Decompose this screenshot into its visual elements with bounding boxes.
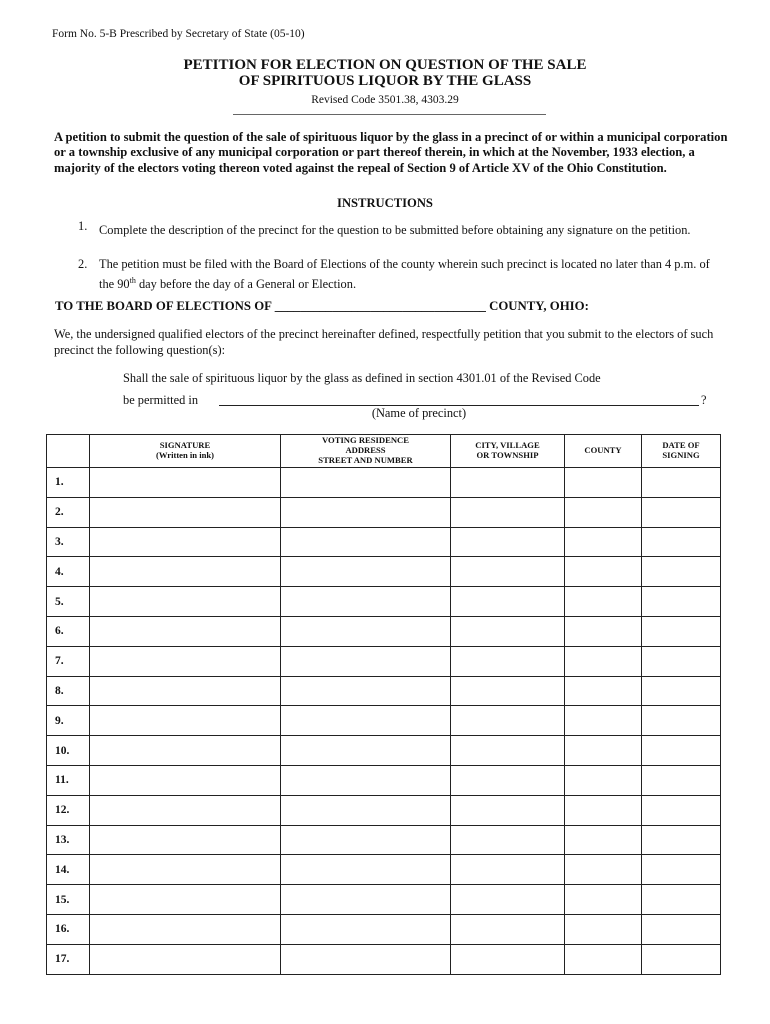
- row-number: 17.: [47, 944, 90, 974]
- date-cell[interactable]: [642, 706, 721, 736]
- table-row: [47, 497, 721, 527]
- instruction-text-main: Complete the description of the precinct for the question to be submitted before obtaining any signature on the petition.: [99, 223, 691, 238]
- signature-cell[interactable]: [90, 706, 281, 736]
- date-cell[interactable]: [642, 587, 721, 617]
- column-header-date: [642, 435, 721, 468]
- page-title-line2: OF SPIRITUOUS LIQUOR BY THE GLASS: [238, 73, 532, 89]
- date-cell[interactable]: [642, 795, 721, 825]
- instruction-text-rest: day before the day of a General or Election.: [135, 276, 357, 291]
- signature-cell[interactable]: [90, 795, 281, 825]
- city-cell[interactable]: [451, 557, 565, 587]
- row-number: 5.: [47, 587, 90, 617]
- row-number: 6.: [47, 616, 90, 646]
- signature-table-body: [47, 468, 721, 975]
- table-row: [47, 468, 721, 498]
- county-cell[interactable]: [565, 885, 642, 915]
- city-cell[interactable]: [451, 914, 565, 944]
- county-cell[interactable]: [565, 795, 642, 825]
- city-cell[interactable]: [451, 616, 565, 646]
- signature-cell[interactable]: [90, 914, 281, 944]
- address-cell[interactable]: [281, 497, 451, 527]
- date-cell[interactable]: [642, 914, 721, 944]
- header-line: STREET AND NUMBER: [318, 454, 413, 465]
- table-header-row: [47, 435, 721, 468]
- city-cell[interactable]: [451, 944, 565, 974]
- address-cell[interactable]: [281, 795, 451, 825]
- column-header-city: [451, 435, 565, 468]
- header-line: ADDRESS: [345, 445, 386, 456]
- header-line: VOTING RESIDENCE: [322, 435, 409, 446]
- city-cell[interactable]: [451, 765, 565, 795]
- board-address-line: TO THE BOARD OF ELECTIONS OF _________________________________ COUNTY, OHIO:: [55, 299, 589, 313]
- address-cell[interactable]: [281, 587, 451, 617]
- county-cell[interactable]: [565, 676, 642, 706]
- signature-cell[interactable]: [90, 616, 281, 646]
- instruction-text-main: The petition must be filed with the Board of Elections of the county wherein such precinct is located no later than 4 p.m. of the 90: [99, 257, 710, 291]
- address-cell[interactable]: [281, 855, 451, 885]
- signature-cell[interactable]: [90, 557, 281, 587]
- address-cell[interactable]: [281, 646, 451, 676]
- date-cell[interactable]: [642, 736, 721, 766]
- signature-cell[interactable]: [90, 855, 281, 885]
- county-cell[interactable]: [565, 616, 642, 646]
- address-cell[interactable]: [281, 944, 451, 974]
- address-cell[interactable]: [281, 914, 451, 944]
- row-number: 9.: [47, 706, 90, 736]
- address-cell[interactable]: [281, 825, 451, 855]
- row-number: 2.: [47, 497, 90, 527]
- date-cell[interactable]: [642, 468, 721, 498]
- table-row: [47, 527, 721, 557]
- county-cell[interactable]: [565, 914, 642, 944]
- address-cell[interactable]: [281, 616, 451, 646]
- date-cell[interactable]: [642, 527, 721, 557]
- header-line: SIGNING: [662, 450, 700, 460]
- table-row: [47, 736, 721, 766]
- city-cell[interactable]: [451, 855, 565, 885]
- row-number: 11.: [47, 765, 90, 795]
- date-cell[interactable]: [642, 765, 721, 795]
- date-cell[interactable]: [642, 855, 721, 885]
- county-cell[interactable]: [565, 736, 642, 766]
- date-cell[interactable]: [642, 646, 721, 676]
- signature-cell[interactable]: [90, 527, 281, 557]
- form-number: Form No. 5-B Prescribed by Secretary of State (05-10): [52, 28, 305, 40]
- table-row: [47, 646, 721, 676]
- header-line: DATE OF: [662, 440, 700, 451]
- precinct-name-label: (Name of precinct): [371, 406, 467, 420]
- city-cell[interactable]: [451, 825, 565, 855]
- row-number: 16.: [47, 914, 90, 944]
- city-cell[interactable]: [451, 885, 565, 915]
- row-number: 4.: [47, 557, 90, 587]
- county-cell[interactable]: [565, 765, 642, 795]
- county-cell[interactable]: [565, 825, 642, 855]
- county-cell[interactable]: [565, 855, 642, 885]
- header-line: CITY, VILLAGE: [475, 440, 540, 451]
- question-line-2: be permitted in: [123, 393, 199, 407]
- signature-cell[interactable]: [90, 497, 281, 527]
- city-cell[interactable]: [451, 527, 565, 557]
- table-row: [47, 587, 721, 617]
- row-number: 7.: [47, 646, 90, 676]
- header-line: OR TOWNSHIP: [476, 450, 539, 460]
- column-header-county: [565, 435, 642, 468]
- table-row: [47, 765, 721, 795]
- header-line: (Written in ink): [155, 450, 215, 460]
- address-cell[interactable]: [281, 885, 451, 915]
- date-cell[interactable]: [642, 557, 721, 587]
- table-row: [47, 914, 721, 944]
- row-number: 15.: [47, 885, 90, 915]
- city-cell[interactable]: [451, 736, 565, 766]
- signature-cell[interactable]: [90, 676, 281, 706]
- date-cell[interactable]: [642, 497, 721, 527]
- signature-cell[interactable]: [90, 587, 281, 617]
- page-title-line1: PETITION FOR ELECTION ON QUESTION OF THE SALE: [183, 57, 587, 73]
- row-number: 10.: [47, 736, 90, 766]
- county-cell[interactable]: [565, 527, 642, 557]
- instruction-text: [99, 257, 724, 292]
- address-cell[interactable]: [281, 765, 451, 795]
- question-mark: ?: [701, 393, 707, 407]
- instructions-heading: INSTRUCTIONS: [337, 196, 433, 210]
- header-line: COUNTY: [584, 445, 622, 456]
- table-row: [47, 795, 721, 825]
- date-cell[interactable]: [642, 825, 721, 855]
- column-header-address: [281, 435, 451, 468]
- signature-cell[interactable]: [90, 825, 281, 855]
- intro-paragraph: A petition to submit the question of the sale of spirituous liquor by the glass in a precinct of or within a municipal corporation or a township exclusive of any municipal corporation or part thereof therein, in which at the November, 1933 election, a majority of the electors voting thereon voted against the repeal of Section 9 of Article XV of the Ohio Constitution.: [54, 130, 728, 175]
- row-number: 3.: [47, 527, 90, 557]
- county-cell[interactable]: [565, 706, 642, 736]
- signature-cell[interactable]: [90, 765, 281, 795]
- county-cell[interactable]: [565, 587, 642, 617]
- row-number: 12.: [47, 795, 90, 825]
- table-row: [47, 706, 721, 736]
- title-divider: [233, 114, 546, 115]
- row-number: 13.: [47, 825, 90, 855]
- row-number: 1.: [47, 468, 90, 498]
- city-cell[interactable]: [451, 676, 565, 706]
- city-cell[interactable]: [451, 646, 565, 676]
- address-cell[interactable]: [281, 706, 451, 736]
- date-cell[interactable]: [642, 885, 721, 915]
- table-row: [47, 557, 721, 587]
- column-header-number: [47, 435, 90, 468]
- county-cell[interactable]: [565, 646, 642, 676]
- instruction-superscript: th: [129, 275, 136, 285]
- city-cell[interactable]: [451, 587, 565, 617]
- table-row: [47, 885, 721, 915]
- signature-table: [46, 434, 721, 975]
- instruction-number: 2.: [78, 257, 88, 271]
- signature-cell[interactable]: [90, 885, 281, 915]
- instruction-text: [99, 219, 724, 239]
- address-cell[interactable]: [281, 676, 451, 706]
- address-cell[interactable]: [281, 557, 451, 587]
- city-cell[interactable]: [451, 706, 565, 736]
- instruction-number: 1.: [78, 219, 88, 233]
- column-header-signature: [90, 435, 281, 468]
- city-cell[interactable]: [451, 795, 565, 825]
- row-number: 8.: [47, 676, 90, 706]
- county-cell[interactable]: [565, 497, 642, 527]
- table-row: [47, 676, 721, 706]
- county-cell[interactable]: [565, 944, 642, 974]
- county-cell[interactable]: [565, 468, 642, 498]
- date-cell[interactable]: [642, 676, 721, 706]
- signature-cell[interactable]: [90, 468, 281, 498]
- revised-code: Revised Code 3501.38, 4303.29: [311, 94, 459, 106]
- city-cell[interactable]: [451, 497, 565, 527]
- table-row: [47, 944, 721, 974]
- header-line: SIGNATURE: [159, 440, 211, 451]
- address-cell[interactable]: [281, 468, 451, 498]
- city-cell[interactable]: [451, 468, 565, 498]
- table-row: [47, 825, 721, 855]
- row-number: 14.: [47, 855, 90, 885]
- county-cell[interactable]: [565, 557, 642, 587]
- address-cell[interactable]: [281, 527, 451, 557]
- table-row: [47, 855, 721, 885]
- date-cell[interactable]: [642, 944, 721, 974]
- table-row: [47, 616, 721, 646]
- date-cell[interactable]: [642, 616, 721, 646]
- petition-statement: We, the undersigned qualified electors of the precinct hereinafter defined, respectfully petition that you submit to the electors of such precinct the following question(s):: [54, 327, 714, 357]
- signature-cell[interactable]: [90, 944, 281, 974]
- signature-cell[interactable]: [90, 646, 281, 676]
- signature-cell[interactable]: [90, 736, 281, 766]
- address-cell[interactable]: [281, 736, 451, 766]
- question-line-1: Shall the sale of spirituous liquor by the glass as defined in section 4301.01 of the Revised Code: [123, 371, 601, 385]
